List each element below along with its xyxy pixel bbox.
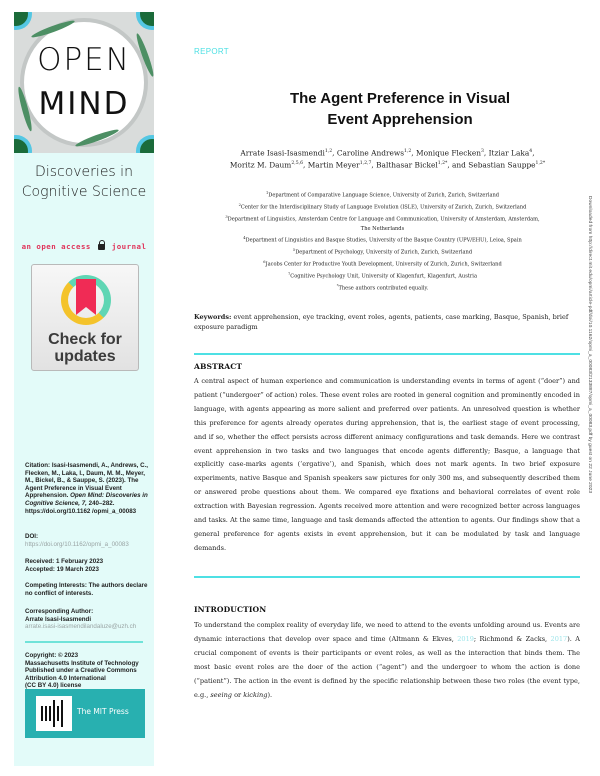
author-affiliation-sup: 1,2 bbox=[403, 149, 412, 154]
journal-sidebar bbox=[14, 12, 154, 766]
copyright-line: (CC BY 4.0) license bbox=[25, 682, 82, 690]
received-date: Received: 1 February 2023 bbox=[25, 558, 104, 565]
title-line: Event Apprehension bbox=[327, 111, 473, 128]
logo-ring-decoration bbox=[20, 18, 148, 147]
open-access-text: journal bbox=[111, 242, 147, 251]
copyright-line: Published under a Creative Commons Attribution 4.0 International bbox=[25, 667, 137, 682]
copyright-block bbox=[25, 652, 150, 690]
affiliation-item: $^7$Cognitive Psychology Unit, University of Klagenfurt, Klagenfurt, Austria bbox=[288, 272, 477, 280]
logo-word-mind: MIND bbox=[38, 86, 130, 122]
author-affiliation-sup: 1,2* bbox=[437, 161, 448, 167]
affiliation-item: $^5$Department of Psychology, University of Zurich, Zurich, Switzerland bbox=[292, 248, 473, 256]
citation-text: Isasi-Isasmendi, A., Andrews, C., Flecken, M., Laka, I., Daum, M. M., Meyer, M., Bickel, B., & Sauppe, S. (2023). The Agent Preference in Visual Event Apprehension. bbox=[25, 462, 148, 500]
author-list: Arrate Isasi-Isasmendi$^{1,2}$, Caroline Andrews$^{1,2}$, Monique Flecken$^3$, Itziar Laka$^4$, Moritz M. Daum$^{2,5,6}$, Martin Meyer$^{1,2,7}$, Balthasar Bickel$^{1,2*}$, and Sebastian Sauppe$^{1,2*}$ bbox=[229, 148, 546, 170]
author-name[interactable]: Arrate Isasi-Isasmendi bbox=[240, 148, 325, 158]
citation-year-link[interactable]: 2019 bbox=[457, 634, 474, 643]
citation-journal: Open Mind: Discoveries in Cognitive Science, 7, bbox=[25, 492, 148, 507]
sidebar-divider bbox=[25, 641, 143, 643]
author-affiliation-sup: 3 bbox=[480, 149, 484, 154]
author-name[interactable]: Martin Meyer bbox=[307, 160, 360, 170]
logo-word-open: OPEN bbox=[37, 42, 131, 78]
corresponding-label: Corresponding Author: bbox=[25, 608, 94, 615]
journal-tagline bbox=[14, 162, 154, 202]
tagline-line: Discoveries in bbox=[35, 164, 133, 180]
author-name[interactable]: Monique Flecken bbox=[416, 148, 481, 158]
introduction-heading: INTRODUCTION bbox=[194, 605, 267, 614]
introduction-paragraph: To understand the complex reality of everyday life, we need to attend to the events unfolding around us. Events are dynamic interactions that develop over space and time (Altmann & Ekves, 2019; Richmond & Zacks, 2017). A crucial component of events is their participants or event roles, as well as the interaction that binds them. The most basic event roles are the doer of the action (“agent”) and the undergoer to whom the action is done (“patient”). The action in the event is defined by the specific relationship between these two roles (the event type, e.g., seeing or kicking). bbox=[194, 621, 580, 699]
author-affiliation-sup: 1,2,7 bbox=[359, 161, 372, 167]
abstract-heading: ABSTRACT bbox=[194, 362, 243, 371]
article-title bbox=[220, 88, 580, 130]
open-mind-logo bbox=[14, 12, 154, 153]
competing-interests: Competing Interests: The authors declare no conflict of interests. bbox=[25, 582, 148, 597]
corresponding-name: Arrate Isasi-Isasmendi bbox=[25, 615, 92, 623]
copyright-line: Massachusetts Institute of Technology bbox=[25, 659, 139, 667]
affiliation-item: $^3$Department of Linguistics, Amsterdam Centre for Language and Communication, University of Amsterdam, Amsterdam, The Netherlands bbox=[225, 214, 540, 232]
citation-block bbox=[25, 462, 150, 515]
doi-block bbox=[25, 533, 150, 548]
logo-corner-decoration bbox=[14, 139, 28, 153]
tagline-line: Cognitive Science bbox=[21, 184, 147, 200]
accepted-date: Accepted: 19 March 2023 bbox=[25, 565, 99, 573]
logo-corner-decoration bbox=[14, 12, 28, 26]
affiliation-list bbox=[205, 189, 560, 294]
crossmark-bookmark-icon bbox=[76, 279, 96, 307]
title-line: The Agent Preference in Visual bbox=[289, 90, 511, 107]
publisher-name: The MIT Press bbox=[77, 707, 129, 716]
author-name[interactable]: Sebastian Sauppe bbox=[468, 160, 536, 170]
mit-press-logo bbox=[25, 689, 145, 738]
check-updates-label: updates bbox=[54, 348, 116, 365]
affiliation-item: *These authors contributed equally. bbox=[336, 284, 429, 292]
author-affiliation-sup: 1,2* bbox=[535, 161, 546, 167]
logo-corner-decoration bbox=[140, 12, 154, 26]
keywords bbox=[194, 312, 580, 332]
mit-press-barcode-icon bbox=[36, 696, 72, 731]
unlock-icon bbox=[98, 244, 105, 250]
affiliation-item: $^4$Department of Linguistics and Basque Studies, University of the Basque Country (UPV/EHU), Leioa, Spain bbox=[243, 236, 522, 244]
doi-label: DOI: bbox=[25, 533, 39, 540]
keywords-label: Keywords: bbox=[194, 313, 232, 321]
check-for-updates-button[interactable] bbox=[31, 264, 139, 371]
abstract-bottom-rule bbox=[194, 576, 580, 578]
open-access-label bbox=[14, 242, 154, 251]
open-access-text: an open access bbox=[21, 242, 91, 251]
dates-block bbox=[25, 558, 150, 573]
author-name[interactable]: Caroline Andrews bbox=[336, 148, 404, 158]
keywords-text: event apprehension, eye tracking, event roles, agents, patients, case marking, Basque, Spanish, brief exposure paradigm bbox=[194, 313, 569, 331]
citation-label: Citation: bbox=[25, 462, 51, 469]
check-updates-label: Check for bbox=[48, 331, 122, 348]
author-name[interactable]: Balthasar Bickel bbox=[376, 160, 438, 170]
doi-link[interactable]: https://doi.org/10.1162/opmi_a_00083 bbox=[25, 540, 129, 548]
author-affiliation-sup: 4 bbox=[529, 149, 533, 154]
logo-corner-decoration bbox=[140, 139, 154, 153]
citation-year-link[interactable]: 2017 bbox=[550, 634, 568, 643]
article-type-label: REPORT bbox=[194, 47, 229, 56]
author-affiliation-sup: 2,5,6 bbox=[291, 161, 304, 167]
download-margin-note: Downloaded from http://direct.mit.edu/opmi/article-pdf/doi/10.1162/opmi_a_00083/2133887/opmi_a_00083.pdf by guest on 22 June 2023 bbox=[587, 196, 592, 494]
abstract-text: A central aspect of human experience and communication is understanding events in terms of agent (“doer”) and patient (“undergoer” of action) roles. These event roles are rooted in general cognition and prominently encoded in language, with agents appearing as more salient and preferred over patients. An unresolved question is whether this preference for agents already operates during apprehension, that is, the earliest stage of event processing, and if so, whether the effect persists across different animacy configurations and task demands. Here we contrast event apprehension in two tasks and two languages that encode agents differently; Basque, a language that explicitly case-marks agents (‘ergative’), and Spanish, which does not mark agents. In two brief exposure experiments, native Basque and Spanish speakers saw pictures for only 300 ms, and subsequently described them or answered probe questions about them. We compared eye fixations and behavioral correlates of event role extraction with Bayesian regression. Agents received more attention and were recognized better across languages and tasks. At the same time, language and task demands affected the attention to agents. Our findings show that a general preference for agents exists in event apprehension, but it can be modulated by task and language demands. bbox=[194, 377, 580, 552]
author-name[interactable]: Itziar Laka bbox=[488, 148, 530, 158]
affiliation-item: $^1$Department of Comparative Language Science, University of Zurich, Zurich, Switzerland bbox=[265, 191, 500, 199]
copyright-line: Copyright: © 2023 bbox=[25, 652, 79, 659]
affiliation-item: $^2$Center for the Interdisciplinary Study of Language Evolution (ISLE), University of Zurich, Zurich, Switzerland bbox=[238, 202, 527, 211]
corresponding-author-block bbox=[25, 608, 150, 631]
affiliation-item: $^6$Jacobs Center for Productive Youth Development, University of Zurich, Zurich, Switzerland bbox=[263, 260, 502, 268]
corresponding-email-link[interactable]: arrate.isasi-isasmendilandaluze@uzh.ch bbox=[25, 623, 137, 631]
abstract-top-rule bbox=[194, 353, 580, 355]
author-name[interactable]: Moritz M. Daum bbox=[229, 160, 292, 170]
author-affiliation-sup: 1,2 bbox=[324, 149, 333, 154]
citation-doi-link[interactable]: 240–282. https://doi.org/10.1162 /opmi_a_00083 bbox=[25, 499, 137, 515]
